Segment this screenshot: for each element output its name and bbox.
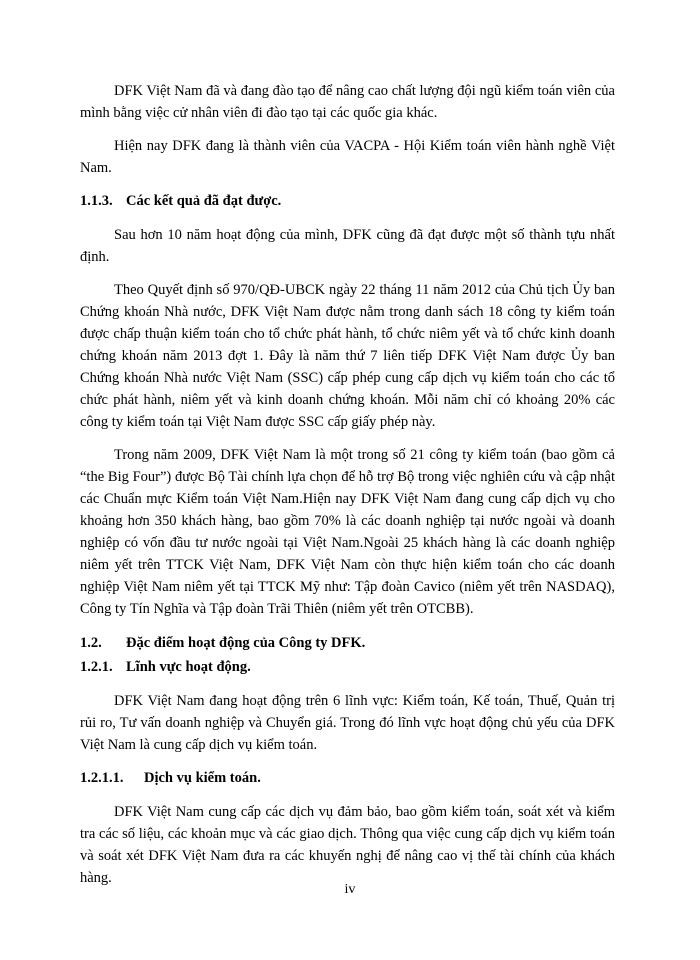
heading-1-1-3: [80, 190, 615, 212]
heading-text: Lĩnh vực hoạt động.: [126, 659, 251, 675]
paragraph-business-areas: DFK Việt Nam đang hoạt động trên 6 lĩnh vực: Kiểm toán, Kế toán, Thuế, Quản trị rủi ro, Tư vấn doanh nghiệp và Chuyển giá. Trong đó lĩnh vực hoạt động chủ yếu của DFK Việt Nam là cung cấp dịch vụ kiểm toán.: [80, 693, 615, 753]
document-page: [80, 80, 615, 900]
heading-text: Dịch vụ kiểm toán.: [144, 770, 261, 786]
paragraph-ssc-approval: Theo Quyết định số 970/QĐ-UBCK ngày 22 tháng 11 năm 2012 của Chủ tịch Ủy ban Chứng khoán Nhà nước, DFK Việt Nam được nằm trong danh sách 18 công ty kiểm toán được chấp thuận kiểm toán cho tổ chức phát hành, tổ chức niêm yết và tổ chức kinh doanh chứng khoán năm 2013 đợt 1. Đây là năm thứ 7 liên tiếp DFK Việt Nam được Ủy ban Chứng khoán Nhà nước Việt Nam (SSC) cấp phép cung cấp dịch vụ kiểm toán cho các tổ chức phát hành, niêm yết và kinh doanh chứng khoán. Mỗi năm chỉ có khoảng 20% các công ty kiểm toán tại Việt Nam được SSC cấp giấy phép này.: [80, 282, 615, 430]
paragraph-clients: Trong năm 2009, DFK Việt Nam là một trong số 21 công ty kiểm toán (bao gồm cả “the Big Four”) được Bộ Tài chính lựa chọn để hỗ trợ Bộ trong việc nghiên cứu và cập nhật các Chuẩn mực Kiểm toán Việt Nam.Hiện nay DFK Việt Nam đang cung cấp dịch vụ cho khoảng hơn 350 khách hàng, bao gồm 70% là các doanh nghiệp tại nước ngoài và doanh nghiệp có vốn đầu tư nước ngoài tại Việt Nam.Ngoài 25 khách hàng là các doanh nghiệp niêm yết trên TTCK Việt Nam, DFK Việt Nam còn thực hiện kiểm toán cho các doanh nghiệp Việt Nam niêm yết tại TTCK Mỹ như: Tập đoàn Cavico (niêm yết trên NASDAQ), Công ty Tín Nghĩa và Tập đoàn Trãi Thiên (niêm yết trên OTCBB).: [80, 447, 615, 617]
heading-1-2-1: [80, 656, 615, 678]
paragraph-audit-services: DFK Việt Nam cung cấp các dịch vụ đảm bảo, bao gồm kiểm toán, soát xét và kiểm tra các số liệu, các khoản mục và các giao dịch. Thông qua việc cung cấp dịch vụ kiểm toán và soát xét DFK Việt Nam đưa ra các khuyến nghị để nâng cao vị thế tài chính của khách hàng.: [80, 804, 615, 886]
heading-number: 1.2.: [80, 635, 102, 651]
heading-number: 1.2.1.: [80, 659, 113, 675]
paragraph-achievements-intro: Sau hơn 10 năm hoạt động của mình, DFK cũng đã đạt được một số thành tựu nhất định.: [80, 227, 615, 265]
page-number: iv: [344, 882, 356, 897]
heading-number: 1.2.1.1.: [80, 770, 124, 786]
heading-number: 1.1.3.: [80, 193, 113, 209]
paragraph-training: DFK Việt Nam đã và đang đào tạo để nâng cao chất lượng đội ngũ kiểm toán viên của mình bằng việc cử nhân viên đi đào tạo tại các quốc gia khác.: [80, 83, 615, 121]
heading-1-2: [80, 632, 615, 654]
heading-1-2-1-1: [80, 767, 615, 789]
paragraph-vacpa-membership: Hiện nay DFK đang là thành viên của VACPA - Hội Kiểm toán viên hành nghề Việt Nam.: [80, 138, 615, 176]
heading-text: Đặc điểm hoạt động của Công ty DFK.: [126, 635, 366, 651]
heading-text: Các kết quả đã đạt được.: [126, 193, 282, 209]
